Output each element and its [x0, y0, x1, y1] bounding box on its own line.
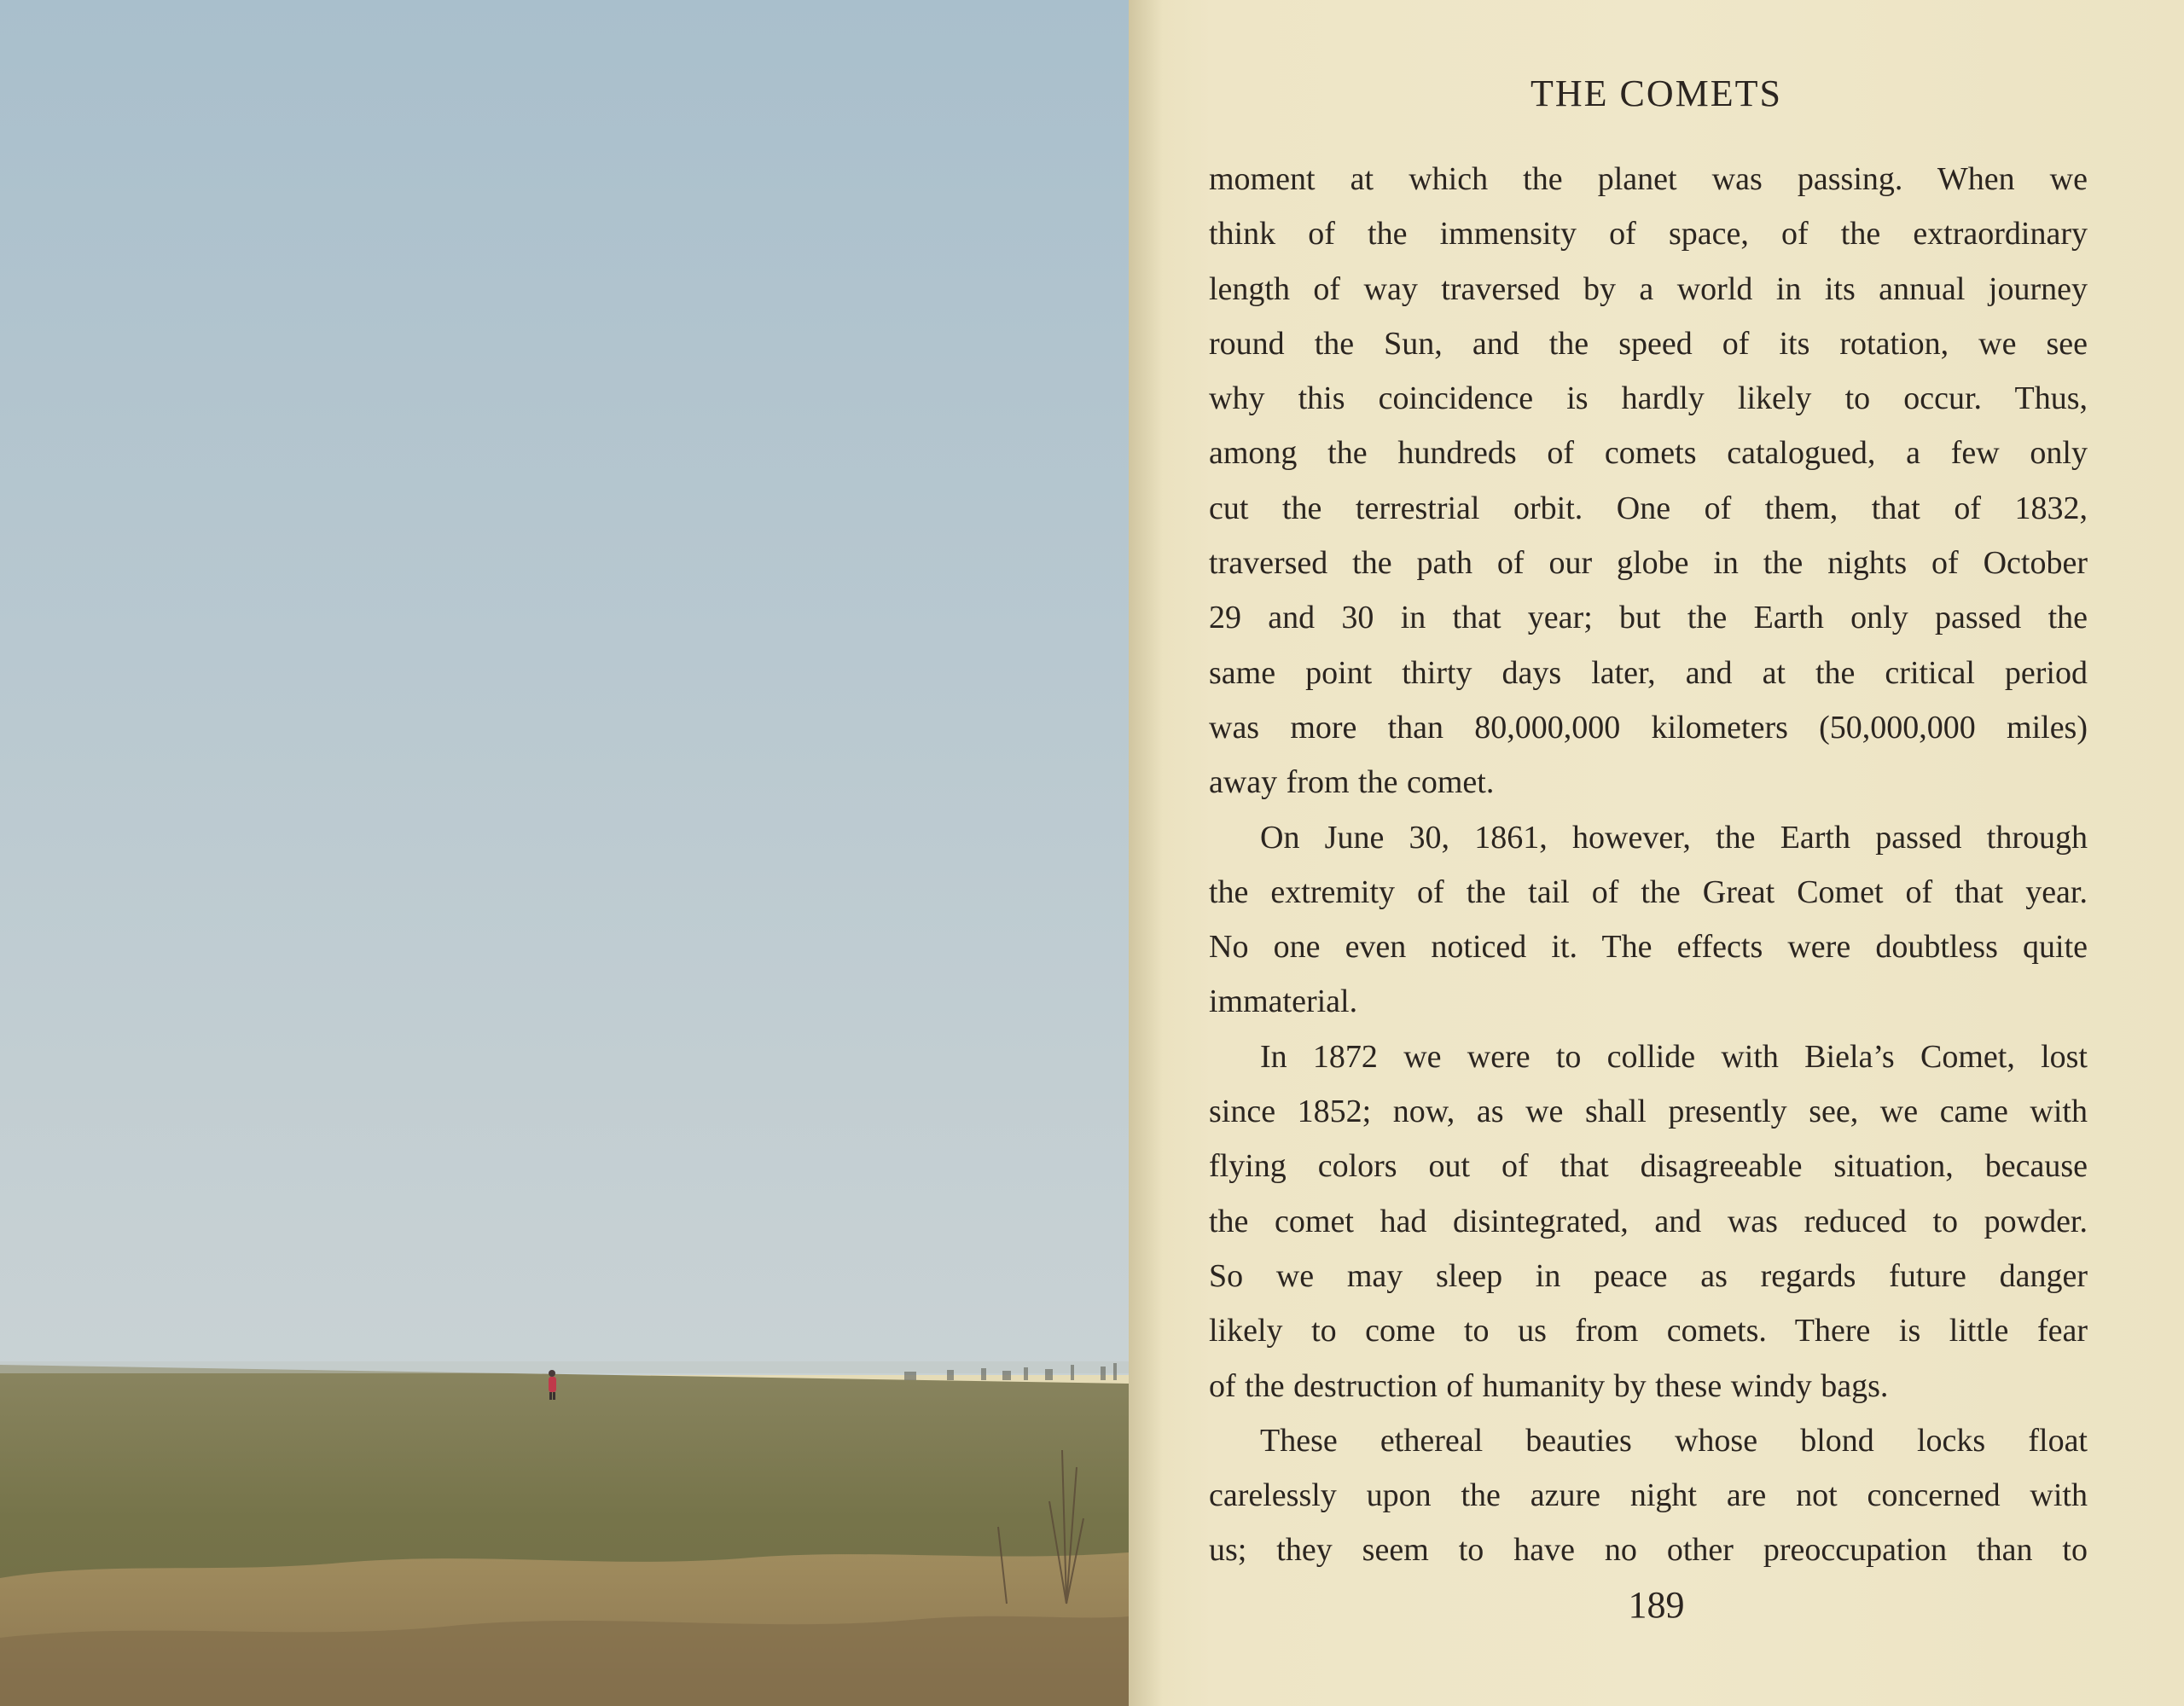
text-line: among the hundreds of comets catalogued, a few only — [1209, 435, 2088, 472]
text-line: why this coincidence is hardly likely to occur. Thus, — [1209, 380, 2088, 417]
book-page — [1129, 0, 2184, 1706]
text-line: think of the immensity of space, of the extraordinary — [1209, 216, 2088, 252]
page-number: 189 — [1628, 1584, 1685, 1626]
text-line: traversed the path of our globe in the nights of October — [1209, 545, 2088, 582]
text-line: the comet had disintegrated, and was reduced to powder. — [1209, 1203, 2088, 1239]
text-line: of the destruction of humanity by these windy bags. — [1209, 1367, 1889, 1404]
text-line: the extremity of the tail of the Great Comet of that year. — [1209, 873, 2088, 910]
text-line: So we may sleep in peace as regards future danger — [1209, 1257, 2088, 1294]
body-text — [1209, 152, 2088, 1578]
text-line: us; they seem to have no other preoccupation than to — [1209, 1532, 2088, 1569]
text-line: was more than 80,000,000 kilometers (50,000,000 miles) — [1209, 709, 2088, 746]
sky — [0, 0, 1129, 1375]
text-line: same point thirty days later, and at the critical period — [1209, 654, 2088, 691]
text-line: since 1852; now, as we shall presently see, we came with — [1209, 1094, 2088, 1130]
text-line: likely to come to us from comets. There is little fear — [1209, 1313, 2088, 1349]
text-line: In 1872 we were to collide with Biela’s Comet, lost — [1260, 1038, 2088, 1075]
text-line: moment at which the planet was passing. When we — [1209, 161, 2088, 197]
text-line: flying colors out of that disagreeable situation, because — [1209, 1148, 2088, 1185]
text-line: round the Sun, and the speed of its rotation, we see — [1209, 325, 2088, 362]
text-line: length of way traversed by a world in its annual journey — [1209, 270, 2088, 307]
text-line: cut the terrestrial orbit. One of them, that of 1832, — [1209, 490, 2088, 526]
page-gutter-shadow — [1129, 0, 1163, 1706]
text-line: These ethereal beauties whose blond locks float — [1260, 1422, 2088, 1459]
text-line: On June 30, 1861, however, the Earth passed through — [1260, 819, 2088, 856]
text-line: immaterial. — [1209, 984, 1358, 1020]
text-line: No one even noticed it. The effects were doubtless quite — [1209, 929, 2088, 966]
text-line: carelessly upon the azure night are not concerned with — [1209, 1477, 2088, 1514]
text-line: away from the comet. — [1209, 764, 1495, 801]
running-head: THE COMETS — [1531, 73, 1782, 114]
text-line: 29 and 30 in that year; but the Earth only passed the — [1209, 600, 2088, 636]
